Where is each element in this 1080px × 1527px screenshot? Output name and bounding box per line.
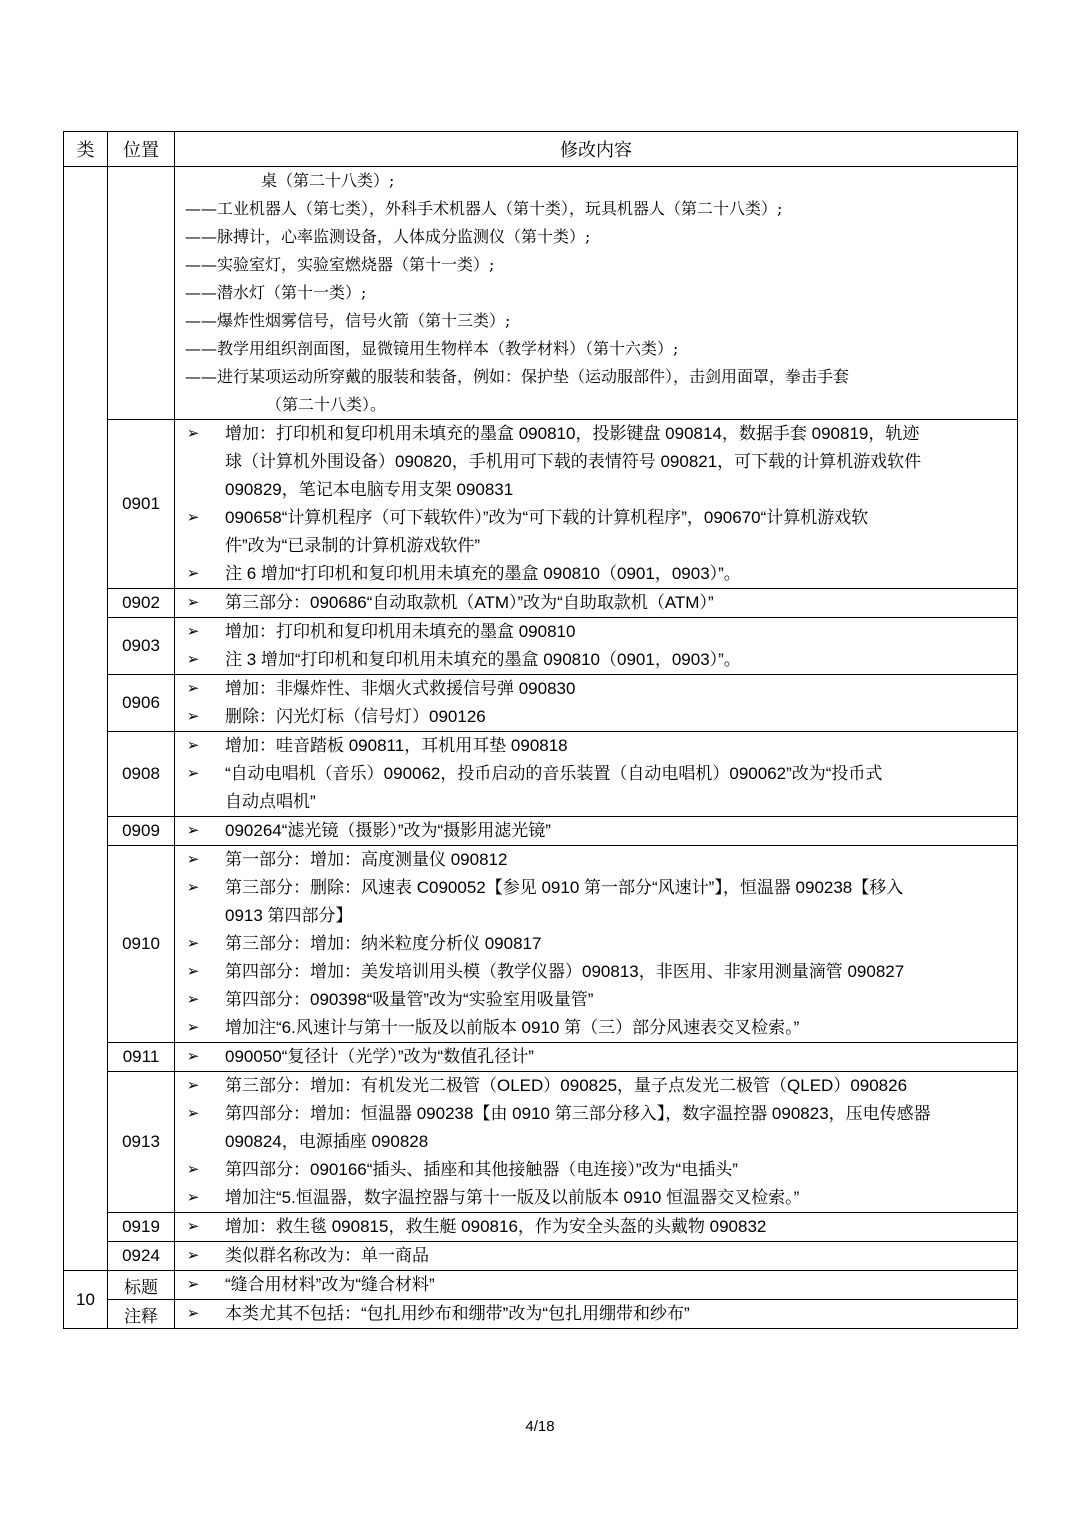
position-cell: 0913 bbox=[108, 1072, 175, 1213]
arrow-bullet-icon: ➢ bbox=[186, 765, 200, 782]
continuation-line: ——脉搏计，心率监测设备，人体成分监测仪（第十类）; bbox=[185, 227, 591, 246]
table-row bbox=[64, 1072, 1018, 1213]
bullet-line: 090824，电源插座 090828 bbox=[225, 1132, 429, 1151]
bullet-item bbox=[175, 1184, 1007, 1212]
bullet-list bbox=[175, 420, 1017, 588]
bullet-line: 注 3 增加“打印机和复印机用未填充的墨盒 090810（0901，0903）”。 bbox=[225, 650, 741, 669]
position-cell: 0911 bbox=[108, 1043, 175, 1072]
continuation-line: ——工业机器人（第七类），外科手术机器人（第十类），玩具机器人（第二十八类）; bbox=[185, 199, 783, 218]
table-row bbox=[64, 846, 1018, 1043]
position-cell: 0919 bbox=[108, 1213, 175, 1242]
arrow-bullet-icon: ➢ bbox=[186, 737, 200, 754]
arrow-bullet-icon: ➢ bbox=[186, 1305, 200, 1322]
bullet-list bbox=[175, 1242, 1017, 1270]
continuation-line: （第二十八类）。 bbox=[266, 395, 387, 414]
bullet-item bbox=[175, 1242, 1007, 1270]
bullet-line: 090829，笔记本电脑专用支架 090831 bbox=[225, 480, 514, 499]
continuation-line: ——实验室灯，实验室燃烧器（第十一类）; bbox=[185, 255, 495, 274]
bullet-line: 增加：打印机和复印机用未填充的墨盒 090810，投影键盘 090814，数据手套 090819，轨迹 bbox=[225, 424, 920, 443]
arrow-bullet-icon: ➢ bbox=[186, 1247, 200, 1264]
bullet-item bbox=[175, 1043, 1007, 1071]
arrow-bullet-icon: ➢ bbox=[186, 594, 200, 611]
bullet-line: 类似群名称改为：单一商品 bbox=[225, 1246, 429, 1265]
bullet-line: 增加：救生毯 090815，救生艇 090816，作为安全头盔的头戴物 090832 bbox=[225, 1217, 767, 1236]
table-row bbox=[64, 1300, 1018, 1329]
bullet-item bbox=[175, 1014, 1007, 1042]
content-cell bbox=[175, 1072, 1018, 1213]
bullet-item bbox=[175, 817, 1007, 845]
bullet-item bbox=[175, 1072, 1007, 1100]
bullet-list bbox=[175, 589, 1017, 617]
bullet-line: 第四部分：090398“吸量管”改为“实验室用吸量管” bbox=[225, 990, 594, 1009]
bullet-line: 增加：哇音踏板 090811，耳机用耳垫 090818 bbox=[225, 736, 568, 755]
bullet-line: “缝合用材料”改为“缝合材料” bbox=[225, 1275, 435, 1294]
content-cell bbox=[175, 420, 1018, 589]
bullet-line: 增加：打印机和复印机用未填充的墨盒 090810 bbox=[225, 622, 576, 641]
bullet-list bbox=[175, 1043, 1017, 1071]
bullet-item bbox=[175, 420, 1007, 504]
bullet-line: 第三部分：删除：风速表 C090052【参见 0910 第一部分“风速计”】，恒温器 090238【移入 bbox=[225, 878, 904, 897]
arrow-bullet-icon: ➢ bbox=[186, 851, 200, 868]
bullet-line: 第四部分：增加：美发培训用头模（教学仪器）090813，非医用、非家用测量滴管 090827 bbox=[225, 962, 905, 981]
arrow-bullet-icon: ➢ bbox=[186, 963, 200, 980]
bullet-line: 第三部分：090686“自动取款机（ATM）”改为“自助取款机（ATM）” bbox=[225, 593, 714, 612]
bullet-list bbox=[175, 1072, 1017, 1212]
table-row bbox=[64, 817, 1018, 846]
bullet-item bbox=[175, 760, 1007, 816]
arrow-bullet-icon: ➢ bbox=[186, 1019, 200, 1036]
table-row bbox=[64, 1213, 1018, 1242]
table-row bbox=[64, 1242, 1018, 1271]
bullet-item bbox=[175, 618, 1007, 646]
bullet-item bbox=[175, 1100, 1007, 1156]
content-cell bbox=[175, 732, 1018, 817]
bullet-list bbox=[175, 846, 1017, 1042]
arrow-bullet-icon: ➢ bbox=[186, 1276, 200, 1293]
position-cell-empty bbox=[108, 167, 175, 420]
bullet-item bbox=[175, 986, 1007, 1014]
bullet-list bbox=[175, 675, 1017, 731]
position-cell: 标题 bbox=[108, 1271, 175, 1300]
bullet-item bbox=[175, 589, 1007, 617]
table-row bbox=[64, 675, 1018, 732]
arrow-bullet-icon: ➢ bbox=[186, 509, 200, 526]
table-row bbox=[64, 589, 1018, 618]
position-cell: 0902 bbox=[108, 589, 175, 618]
arrow-bullet-icon: ➢ bbox=[186, 680, 200, 697]
bullet-item bbox=[175, 732, 1007, 760]
table-row bbox=[64, 1271, 1018, 1300]
bullet-list bbox=[175, 817, 1017, 845]
arrow-bullet-icon: ➢ bbox=[186, 1077, 200, 1094]
bullet-item bbox=[175, 703, 1007, 731]
arrow-bullet-icon: ➢ bbox=[186, 565, 200, 582]
bullet-item bbox=[175, 846, 1007, 874]
arrow-bullet-icon: ➢ bbox=[186, 822, 200, 839]
bullet-line: 球（计算机外围设备）090820，手机用可下载的表情符号 090821，可下载的计算机游戏软件 bbox=[225, 452, 922, 471]
content-cell bbox=[175, 1043, 1018, 1072]
content-cell bbox=[175, 1213, 1018, 1242]
position-cell: 0903 bbox=[108, 618, 175, 675]
bullet-line: 件”改为“已录制的计算机游戏软件” bbox=[225, 536, 480, 555]
header-class: 类 bbox=[64, 132, 108, 167]
arrow-bullet-icon: ➢ bbox=[186, 1105, 200, 1122]
bullet-line: 增加注“6.风速计与第十一版及以前版本 0910 第（三）部分风速表交叉检索。” bbox=[225, 1018, 800, 1037]
arrow-bullet-icon: ➢ bbox=[186, 879, 200, 896]
content-cell bbox=[175, 1242, 1018, 1271]
position-cell: 注释 bbox=[108, 1300, 175, 1329]
bullet-item bbox=[175, 930, 1007, 958]
position-cell: 0924 bbox=[108, 1242, 175, 1271]
content-cell bbox=[175, 675, 1018, 732]
table-header-row bbox=[64, 132, 1018, 167]
bullet-line: 第三部分：增加：纳米粒度分析仪 090817 bbox=[225, 934, 542, 953]
arrow-bullet-icon: ➢ bbox=[186, 651, 200, 668]
arrow-bullet-icon: ➢ bbox=[186, 1189, 200, 1206]
arrow-bullet-icon: ➢ bbox=[186, 708, 200, 725]
table-row bbox=[64, 732, 1018, 817]
continuation-row bbox=[64, 167, 1018, 420]
bullet-item bbox=[175, 504, 1007, 560]
bullet-line: 090658“计算机程序（可下载软件）”改为“可下载的计算机程序”，090670“计算机游戏软 bbox=[225, 508, 869, 527]
table-row bbox=[64, 1043, 1018, 1072]
content-cell bbox=[175, 1271, 1018, 1300]
bullet-list bbox=[175, 1213, 1017, 1241]
content-cell bbox=[175, 589, 1018, 618]
bullet-line: 第四部分：增加：恒温器 090238【由 0910 第三部分移入】，数字温控器 090823，压电传感器 bbox=[225, 1104, 931, 1123]
bullet-line: 第四部分：090166“插头、插座和其他接触器（电连接）”改为“电插头” bbox=[225, 1160, 738, 1179]
arrow-bullet-icon: ➢ bbox=[186, 623, 200, 640]
bullet-list bbox=[175, 1300, 1017, 1328]
arrow-bullet-icon: ➢ bbox=[186, 425, 200, 442]
position-cell: 0906 bbox=[108, 675, 175, 732]
bullet-item bbox=[175, 1213, 1007, 1241]
continuation-line: ——爆炸性烟雾信号，信号火箭（第十三类）; bbox=[185, 311, 511, 330]
position-cell: 0909 bbox=[108, 817, 175, 846]
bullet-line: “自动电唱机（音乐）090062，投币启动的音乐装置（自动电唱机）090062”改为“投币式 bbox=[225, 764, 883, 783]
bullet-line: 0913 第四部分】 bbox=[225, 906, 353, 925]
arrow-bullet-icon: ➢ bbox=[186, 1218, 200, 1235]
continuation-text bbox=[175, 167, 1017, 419]
bullet-line: 删除：闪光灯标（信号灯）090126 bbox=[225, 707, 486, 726]
bullet-item bbox=[175, 560, 1007, 588]
content-cell bbox=[175, 618, 1018, 675]
amendment-table bbox=[63, 131, 1018, 1329]
continuation-line: ——教学用组织剖面图，显微镜用生物样本（教学材料）（第十六类）; bbox=[185, 339, 679, 358]
content-cell bbox=[175, 846, 1018, 1043]
bullet-line: 第三部分：增加：有机发光二极管（OLED）090825，量子点发光二极管（QLED）090826 bbox=[225, 1076, 908, 1095]
bullet-item bbox=[175, 1271, 1007, 1299]
arrow-bullet-icon: ➢ bbox=[186, 991, 200, 1008]
content-cell bbox=[175, 817, 1018, 846]
class-cell: 10 bbox=[64, 1271, 108, 1329]
bullet-item bbox=[175, 958, 1007, 986]
bullet-line: 本类尤其不包括：“包扎用纱布和绷带”改为“包扎用绷带和纱布” bbox=[225, 1304, 690, 1323]
bullet-item bbox=[175, 1156, 1007, 1184]
continuation-line: ——进行某项运动所穿戴的服装和装备，例如：保护垫（运动服部件），击剑用面罩，拳击手套 bbox=[185, 367, 850, 386]
bullet-list bbox=[175, 1271, 1017, 1299]
bullet-item bbox=[175, 1300, 1007, 1328]
table-row bbox=[64, 618, 1018, 675]
bullet-list bbox=[175, 732, 1017, 816]
bullet-line: 第一部分：增加：高度测量仪 090812 bbox=[225, 850, 508, 869]
class-cell bbox=[64, 167, 108, 1271]
position-cell: 0901 bbox=[108, 420, 175, 589]
header-content: 修改内容 bbox=[175, 132, 1018, 167]
bullet-line: 090264“滤光镜（摄影）”改为“摄影用滤光镜” bbox=[225, 821, 551, 840]
page-number: 4/18 bbox=[525, 1418, 555, 1435]
bullet-item bbox=[175, 646, 1007, 674]
arrow-bullet-icon: ➢ bbox=[186, 1048, 200, 1065]
arrow-bullet-icon: ➢ bbox=[186, 1161, 200, 1178]
bullet-list bbox=[175, 618, 1017, 674]
content-cell bbox=[175, 1300, 1018, 1329]
position-cell: 0908 bbox=[108, 732, 175, 817]
position-cell: 0910 bbox=[108, 846, 175, 1043]
bullet-line: 增加：非爆炸性、非烟火式救援信号弹 090830 bbox=[225, 679, 576, 698]
bullet-line: 增加注“5.恒温器，数字温控器与第十一版及以前版本 0910 恒温器交叉检索。” bbox=[225, 1188, 800, 1207]
bullet-item bbox=[175, 874, 1007, 930]
arrow-bullet-icon: ➢ bbox=[186, 935, 200, 952]
header-position: 位置 bbox=[108, 132, 175, 167]
bullet-line: 注 6 增加“打印机和复印机用未填充的墨盒 090810（0901，0903）”。 bbox=[225, 564, 741, 583]
bullet-item bbox=[175, 675, 1007, 703]
bullet-line: 090050“复径计（光学）”改为“数值孔径计” bbox=[225, 1047, 534, 1066]
bullet-line: 自动点唱机” bbox=[225, 792, 316, 811]
continuation-line: ——潜水灯（第十一类）; bbox=[185, 283, 367, 302]
continuation-line: 桌（第二十八类）; bbox=[261, 171, 395, 190]
table-row bbox=[64, 420, 1018, 589]
content-cell bbox=[175, 167, 1018, 420]
